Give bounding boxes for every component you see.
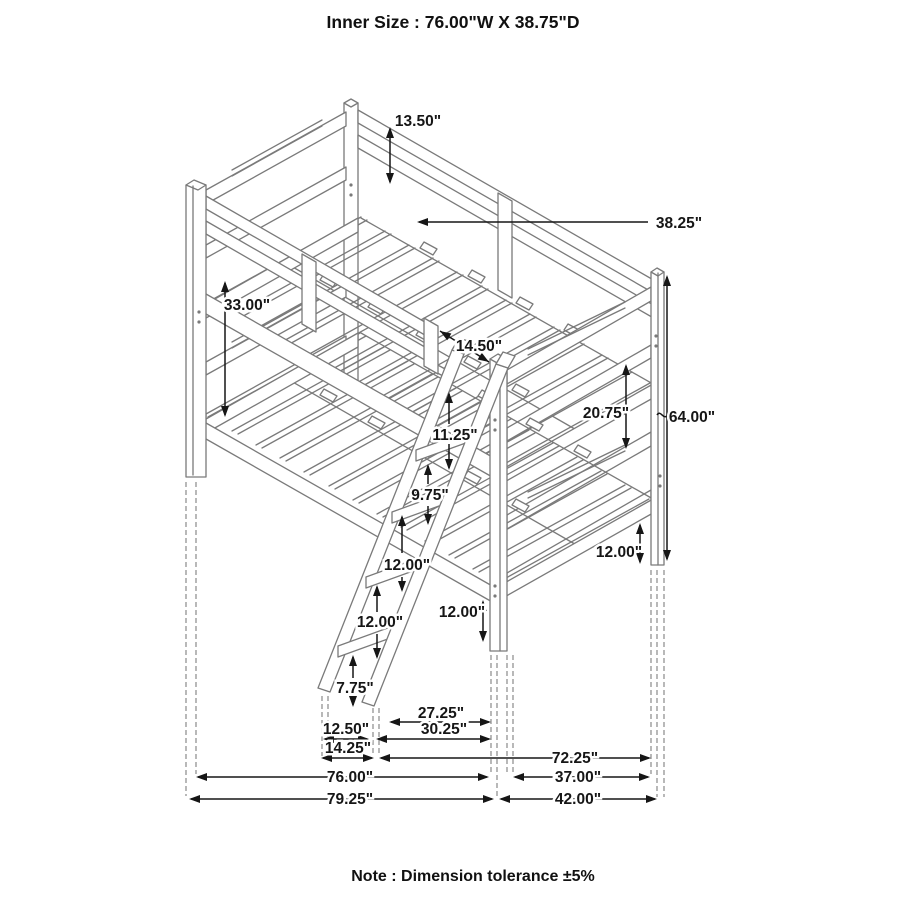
dim-overall-depth (499, 791, 657, 808)
dim-label: 14.50" (455, 338, 503, 355)
dim-label: 11.25" (432, 427, 478, 444)
dim-label: 42.00" (554, 791, 602, 808)
dim-label: 33.00" (223, 297, 271, 314)
dim-front-post-clearance (439, 600, 487, 642)
dim-side-inner (513, 769, 650, 786)
dim-label: 37.00" (554, 769, 602, 786)
upper-back-guard-rails (358, 110, 657, 320)
dim-ladder-span-bottom (376, 721, 491, 743)
dim-ladder-foot-span-outer (321, 740, 374, 762)
dim-label: 72.25" (551, 750, 599, 767)
tolerance-note: Note : Dimension tolerance ±5% (351, 868, 595, 885)
front-left-post (186, 180, 206, 477)
dim-label: 13.50" (394, 113, 442, 130)
dim-deck-to-post (379, 750, 651, 767)
dim-label: 30.25" (420, 721, 468, 738)
dim-label: 12.00" (383, 557, 431, 574)
dim-label: 20.75" (582, 405, 630, 422)
back-right-post (651, 268, 664, 565)
dim-label: 76.00" (326, 769, 374, 786)
dim-label: 14.25" (324, 740, 372, 757)
bed-structure (186, 99, 664, 797)
dim-label: 12.50" (322, 721, 370, 738)
dim-label: 12.00" (438, 604, 486, 621)
dim-label: 27.25" (417, 705, 465, 722)
dim-label: 64.00" (668, 409, 716, 426)
dim-inner-width (196, 769, 489, 786)
dim-label: 38.25" (655, 215, 703, 232)
page-title: Inner Size : 76.00"W X 38.75"D (326, 12, 580, 32)
dim-label: 12.00" (595, 544, 643, 561)
dim-label: 9.75" (411, 487, 449, 504)
dim-label: 7.75" (336, 680, 374, 697)
dim-overall-width (189, 791, 494, 808)
dim-overall-height (657, 275, 715, 561)
dim-label: 79.25" (326, 791, 374, 808)
dim-label: 12.00" (356, 614, 404, 631)
